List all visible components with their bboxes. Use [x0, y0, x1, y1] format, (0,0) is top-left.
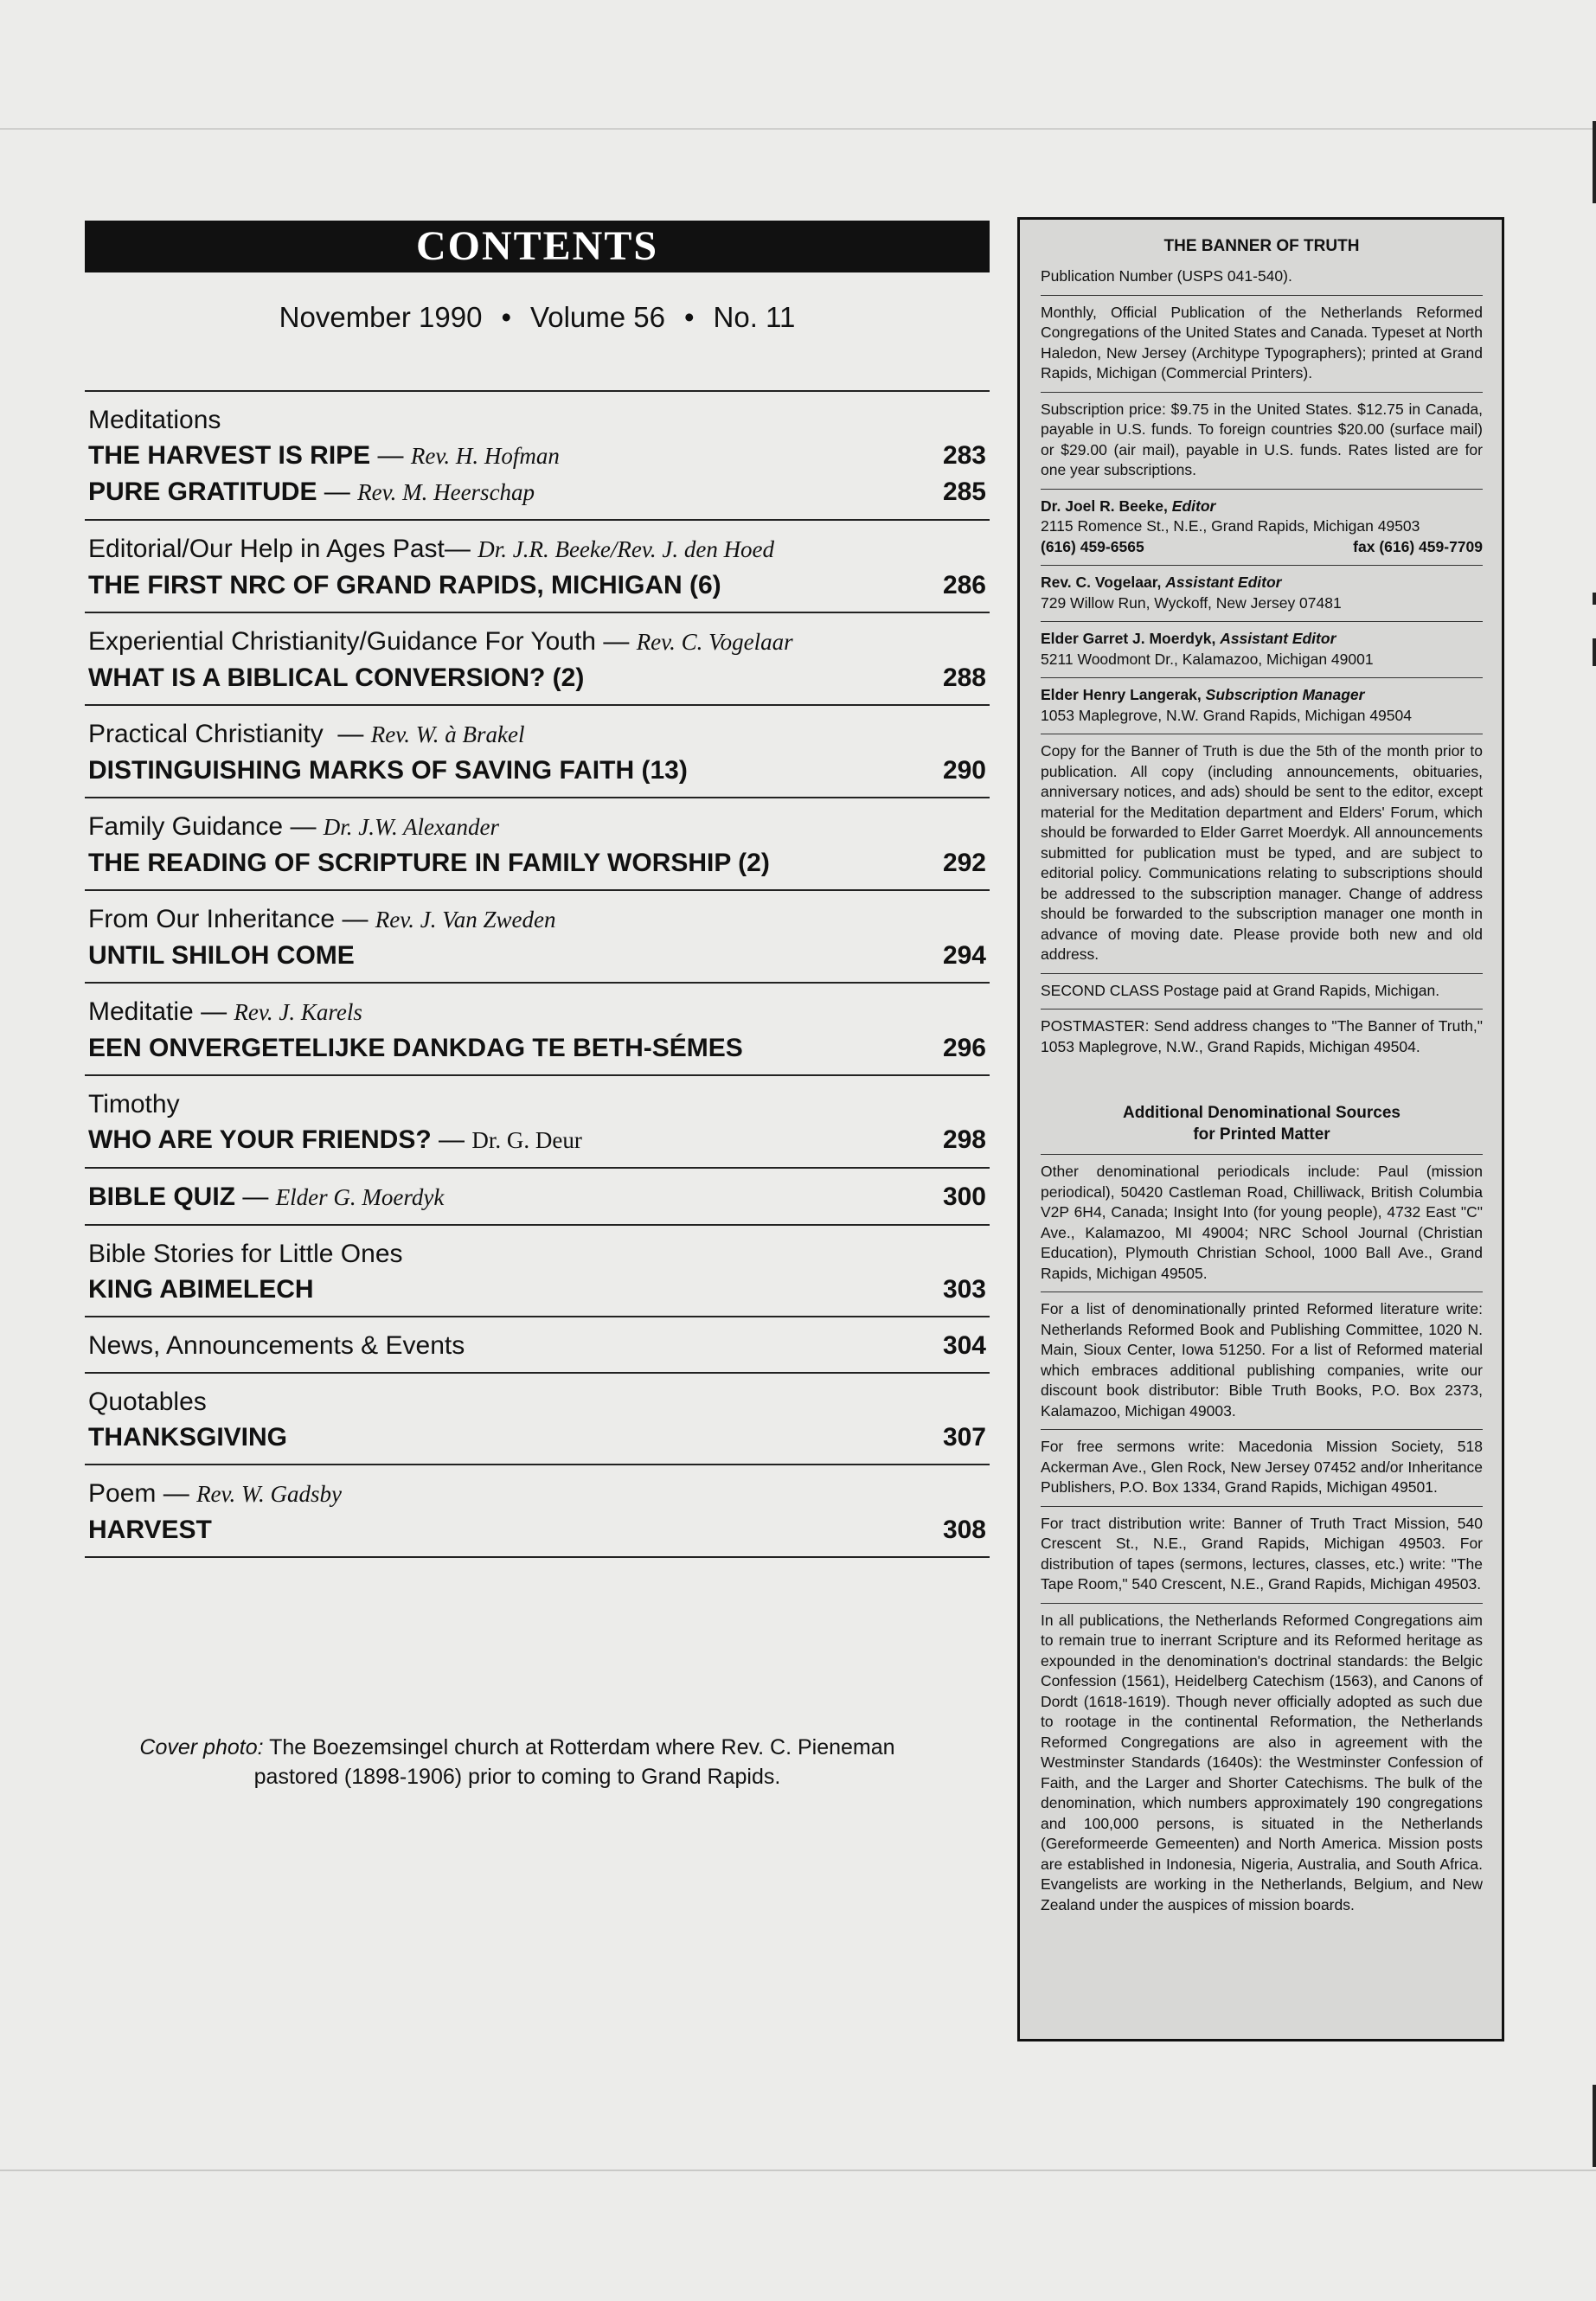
toc-category-author: Rev. J. Van Zweden — [375, 907, 556, 933]
toc-author: Elder G. Moerdyk — [275, 1184, 445, 1210]
binding-mark — [1593, 121, 1596, 203]
postmaster-note: POSTMASTER: Send address changes to "The Banner of Truth," 1053 Maplegrove, N.W., Grand Rapids, Michigan 49504. — [1041, 1017, 1483, 1055]
table-of-contents — [85, 390, 990, 1558]
assistant-editor-block: Rev. C. Vogelaar, Assistant Editor 729 Willow Run, Wyckoff, New Jersey 07481 — [1041, 574, 1342, 612]
sources-tracts: For tract distribution write: Banner of Truth Tract Mission, 540 Crescent St., N.E., Grand Rapids, Michigan 49503. For distribution of tapes (sermons, lectures, classes, etc.) write: "The Tape Room," 540 Crescent, N.E., Grand Rapids, Michigan 49503. — [1041, 1514, 1483, 1593]
toc-page: 285 — [942, 478, 986, 506]
toc-section-meditatie: Meditatie — Rev. J. Karels EEN ONVERGETELIJKE DANKDAG TE BETH-SÉMES 296 — [85, 982, 990, 1074]
toc-category-author: Rev. W. à Brakel — [370, 721, 525, 747]
toc-page: 286 — [942, 571, 986, 599]
divider — [1041, 1429, 1483, 1430]
toc-page: 304 — [942, 1331, 986, 1360]
toc-author: Rev. M. Heerschap — [357, 479, 535, 505]
toc-category-author: Dr. J.R. Beeke/Rev. J. den Hoed — [478, 536, 775, 562]
toc-category-author: Dr. J.W. Alexander — [323, 814, 500, 840]
issue-line — [85, 298, 990, 336]
toc-entry[interactable] — [88, 1328, 986, 1363]
divider — [1041, 392, 1483, 393]
issue-separator: • — [683, 301, 695, 333]
page-edge-bottom — [0, 2170, 1596, 2171]
toc-page: 290 — [942, 756, 986, 785]
toc-section-inheritance: From Our Inheritance — Rev. J. Van Zweden UNTIL SHILOH COME 294 — [85, 889, 990, 982]
toc-title: WHO ARE YOUR FRIENDS? — [88, 1125, 432, 1154]
contents-banner: CONTENTS — [85, 221, 990, 272]
toc-category: Timothy — [88, 1090, 180, 1118]
toc-entry[interactable] — [88, 845, 986, 881]
publication-number: Publication Number (USPS 041-540). — [1041, 267, 1292, 285]
toc-entry[interactable] — [88, 567, 986, 603]
subscription-manager-block: Elder Henry Langerak, Subscription Manager 1053 Maplegrove, N.W. Grand Rapids, Michigan 49504 — [1041, 686, 1412, 724]
second-class-note: SECOND CLASS Postage paid at Grand Rapids, Michigan. — [1041, 981, 1440, 999]
toc-section-practical: Practical Christianity — Rev. W. à Brakel DISTINGUISHING MARKS OF SAVING FAITH (13) 290 — [85, 704, 990, 797]
toc-page: 307 — [942, 1423, 986, 1452]
toc-category-author: Rev. C. Vogelaar — [636, 629, 793, 655]
toc-category: Editorial/Our Help in Ages Past — [88, 535, 445, 563]
toc-category: Meditations — [88, 406, 221, 434]
toc-page: 303 — [942, 1275, 986, 1304]
toc-entry[interactable]: BIBLE QUIZ — Elder G. Moerdyk 300 — [88, 1179, 986, 1215]
toc-entry[interactable]: PURE GRATITUDE — Rev. M. Heerschap 285 — [88, 474, 986, 510]
toc-page: 283 — [942, 441, 986, 470]
cover-text: The Boezemsingel church at Rotterdam where Rev. C. Pieneman — [269, 1735, 895, 1759]
publication-intro: Monthly, Official Publication of the Netherlands Reformed Congregations of the United States and Canada. Typeset at North Haledon, New Jersey (Architype Typographers); printed at Grand Rapids, Michigan (Commercial Printers). — [1041, 303, 1483, 381]
binding-mark — [1593, 2085, 1596, 2167]
page-edge-top — [0, 128, 1596, 130]
divider — [1041, 1506, 1483, 1507]
toc-title: PURE GRATITUDE — [88, 478, 317, 506]
toc-section-experiential: Experiential Christianity/Guidance For Youth — Rev. C. Vogelaar WHAT IS A BIBLICAL CONVERSION? (2) 288 — [85, 612, 990, 704]
toc-page: 288 — [942, 663, 986, 692]
divider — [1041, 1603, 1483, 1604]
toc-title: WHAT IS A BIBLICAL CONVERSION? (2) — [88, 663, 585, 692]
toc-title: KING ABIMELECH — [88, 1275, 314, 1304]
toc-entry[interactable] — [88, 660, 986, 695]
toc-title: THE HARVEST IS RIPE — [88, 441, 371, 470]
toc-section-quiz — [85, 1167, 990, 1224]
toc-entry[interactable] — [88, 938, 986, 973]
divider — [1041, 295, 1483, 296]
toc-title: THE READING OF SCRIPTURE IN FAMILY WORSHIP (2) — [88, 849, 770, 877]
cover-text-2: pastored (1898-1906) prior to coming to Grand Rapids. — [253, 1765, 781, 1789]
divider — [1041, 489, 1483, 490]
toc-entry[interactable] — [88, 1512, 986, 1548]
sources-periodicals: Other denominational periodicals include: Paul (mission periodical), 50420 Castleman Road, Chilliwack, British Columbia V2P 6H4, Canada; Insight Into (for young people), 4732 East "C" Ave., Kalamazoo, MI 49004; NRC School Journal (Christian Education), Plymouth Christian School, 1000 Ball Ave., Grand Rapids, Michigan 49505. — [1041, 1163, 1483, 1282]
toc-entry[interactable] — [88, 1272, 986, 1307]
toc-section-quotables — [85, 1372, 990, 1464]
copy-note: Copy for the Banner of Truth is due the 5th of the month prior to publication. All copy (including announcements, obituaries, anniversary notices, and ads) should be sent to the editor, except material for the Meditation department and Elders' Forum, which should be forwarded to Elder Garret Moerdyk. All announcements submitted for publication must be typed, and are subject to editorial policy. Communications relating to subscriptions should be addressed to the subscription manager. Change of address should be forwarded to the subscription manager one month in advance of moving date. Please provide both new and old address. — [1041, 742, 1483, 963]
cover-caption — [85, 1733, 950, 1791]
toc-title: BIBLE QUIZ — [88, 1183, 235, 1211]
toc-category-author: Rev. W. Gadsby — [196, 1481, 343, 1507]
toc-section-news — [85, 1316, 990, 1372]
toc-title: THE FIRST NRC OF GRAND RAPIDS, MICHIGAN (6) — [88, 571, 721, 599]
issue-separator: • — [501, 301, 512, 333]
toc-category: Meditatie — [88, 997, 194, 1026]
masthead-box — [1017, 217, 1504, 2041]
toc-category: From Our Inheritance — [88, 905, 336, 933]
toc-entry[interactable]: WHO ARE YOUR FRIENDS? — Dr. G. Deur 298 — [88, 1122, 986, 1158]
editor-block: Dr. Joel R. Beeke, Editor 2115 Romence St., N.E., Grand Rapids, Michigan 49503 (616) 459-6565 fax (616) 459-7709 — [1041, 497, 1483, 555]
toc-category: Bible Stories for Little Ones — [88, 1240, 403, 1268]
binding-mark — [1593, 638, 1596, 666]
doctrinal-statement: In all publications, the Netherlands Reformed Congregations aim to remain true to inerrant Scripture and its Reformed heritage as expounded in the denomination's doctrinal standards: the Belgic Confession (1561), Heidelberg Catechism (1563), and Canons of Dordt (1618-1619). Though never officially adopted as such due to rootage in the continental Reformation, the Netherlands Reformed Congregations are also in agreement with the Westminster Standards (1640s): the Westminster Confession of Faith, and the Larger and Shorter Catechisms. The bulk of the denomination, which numbers approximately 190 congregations and 100,000 persons, is situated in the Netherlands (Gereformeerde Gemeenten) and North America. Mission posts are established in Indonesia, Nigeria, Australia, and South Africa. Evangelists are working in the Netherlands, Belgium, and New Zealand under the auspices of mission boards. — [1041, 1611, 1483, 1913]
binding-mark — [1593, 593, 1596, 605]
toc-category-author: Rev. J. Karels — [234, 999, 362, 1025]
toc-page: 294 — [942, 941, 986, 970]
toc-title: UNTIL SHILOH COME — [88, 941, 355, 970]
toc-entry[interactable] — [88, 1030, 986, 1066]
toc-category: Quotables — [88, 1388, 207, 1416]
divider — [1041, 565, 1483, 566]
toc-page: 292 — [942, 849, 986, 877]
toc-category: News, Announcements & Events — [88, 1331, 465, 1360]
sources-heading: Additional Denominational Sources for Printed Matter — [1123, 1104, 1401, 1144]
masthead-title: THE BANNER OF TRUTH — [1163, 237, 1360, 255]
toc-title: THANKSGIVING — [88, 1423, 288, 1452]
issue-date: November 1990 — [279, 301, 483, 333]
toc-page: 296 — [942, 1034, 986, 1062]
sources-literature: For a list of denominationally printed Reformed literature write: Netherlands Reformed Book and Publishing Committee, 1020 N. Main, Sioux Center, Iowa 51250. For a list of Reformed material which embraces additional publishing companies, write our discount book distributor: Bible Truth Books, P.O. Box 2373, Kalamazoo, Michigan 49003. — [1041, 1300, 1483, 1420]
divider — [1041, 973, 1483, 974]
toc-section-family: Family Guidance — Dr. J.W. Alexander THE READING OF SCRIPTURE IN FAMILY WORSHIP (2) 292 — [85, 797, 990, 889]
toc-entry[interactable] — [88, 1420, 986, 1455]
divider — [1041, 677, 1483, 678]
toc-category: Practical Christianity — [88, 720, 324, 748]
toc-title: HARVEST — [88, 1516, 212, 1544]
toc-title: EEN ONVERGETELIJKE DANKDAG TE BETH-SÉMES — [88, 1034, 743, 1062]
toc-title: DISTINGUISHING MARKS OF SAVING FAITH (13) — [88, 756, 688, 785]
toc-category: Experiential Christianity/Guidance For Youth — [88, 627, 596, 656]
issue-volume: Volume 56 — [530, 301, 665, 333]
toc-entry[interactable]: THE HARVEST IS RIPE — Rev. H. Hofman 283 — [88, 438, 986, 474]
toc-author: Dr. G. Deur — [471, 1127, 582, 1153]
cover-label: Cover photo: — [139, 1735, 264, 1759]
toc-section-meditations — [85, 390, 990, 519]
toc-category: Poem — [88, 1479, 157, 1508]
divider — [1041, 621, 1483, 622]
toc-page: 298 — [942, 1125, 986, 1154]
toc-page: 308 — [942, 1516, 986, 1544]
issue-number: No. 11 — [713, 301, 796, 333]
toc-section-editorial: Editorial/Our Help in Ages Past— Dr. J.R. Beeke/Rev. J. den Hoed THE FIRST NRC OF GRAND RAPIDS, MICHIGAN (6) 286 — [85, 519, 990, 612]
assistant-editor-block: Elder Garret J. Moerdyk, Assistant Editor 5211 Woodmont Dr., Kalamazoo, Michigan 49001 — [1041, 630, 1374, 668]
toc-category: Family Guidance — [88, 812, 284, 841]
toc-section-poem: Poem — Rev. W. Gadsby HARVEST 308 — [85, 1464, 990, 1558]
toc-author: Rev. H. Hofman — [410, 443, 560, 469]
sources-sermons: For free sermons write: Macedonia Mission Society, 518 Ackerman Ave., Glen Rock, New Jersey 07452 and/or Inheritance Publishers, P.O. Box 1334, Grand Rapids, Michigan 49501. — [1041, 1438, 1483, 1496]
toc-section-timothy — [85, 1074, 990, 1167]
toc-section-bible-stories — [85, 1224, 990, 1316]
toc-entry[interactable] — [88, 753, 986, 788]
divider — [1041, 1154, 1483, 1155]
subscription-info: Subscription price: $9.75 in the United States. $12.75 in Canada, payable in U.S. funds. To foreign countries $20.00 (surface mail) or $29.00 (air mail), payable in U.S. funds. Rates listed are for one year subscriptions. — [1041, 400, 1483, 478]
toc-page: 300 — [942, 1183, 986, 1211]
